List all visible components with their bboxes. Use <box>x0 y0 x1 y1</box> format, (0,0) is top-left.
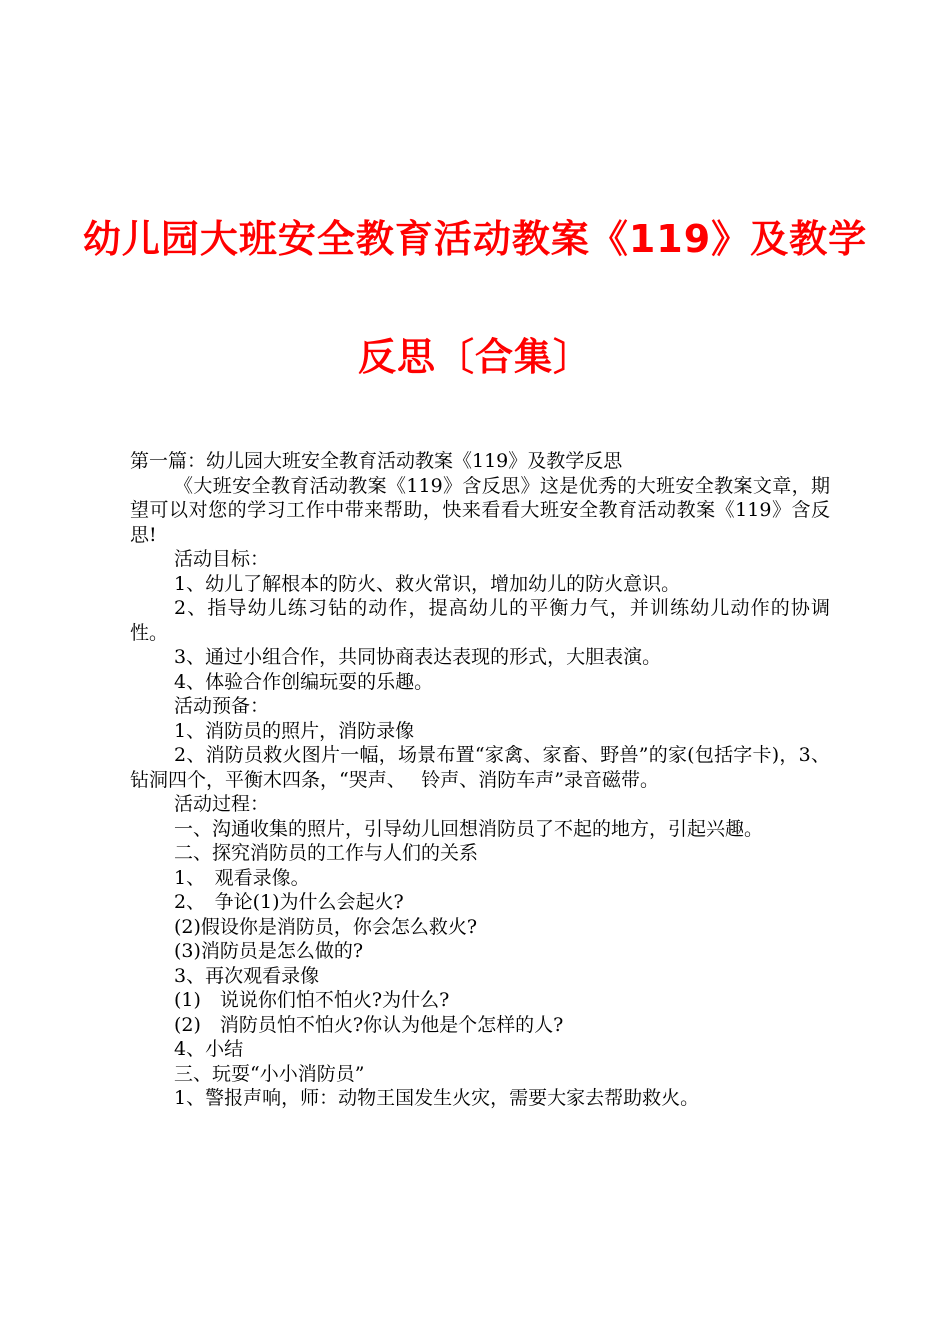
paragraph: 二、探究消防员的工作与人们的关系 <box>174 842 479 864</box>
paragraph: (2)假设你是消防员，你会怎么救火? <box>174 915 478 938</box>
title-line-2: 反思〔合集〕 <box>357 335 592 379</box>
paragraph: 4、体验合作创编玩耍的乐趣。 <box>174 670 434 693</box>
paragraph: (2) 消防员怕不怕火?你认为他是个怎样的人? <box>174 1013 564 1036</box>
paragraph: 4、小结 <box>174 1038 244 1060</box>
paragraph: 一、沟通收集的照片，引导幼儿回想消防员了不起的地方，引起兴趣。 <box>174 817 764 840</box>
section-heading: 活动预备： <box>174 695 270 717</box>
section-heading: 活动目标： <box>174 548 270 570</box>
paragraph: 2、指导幼儿练习钻的动作，提高幼儿的平衡力气，并训练幼儿动作的协调性。 <box>130 597 830 644</box>
paragraph: 3、再次观看录像 <box>174 964 320 987</box>
title-line-1: 幼儿园大班安全教育活动教案《119》及教学 <box>82 217 868 261</box>
paragraph: 1、幼儿了解根本的防火、救火常识，增加幼儿的防火意识。 <box>174 572 681 595</box>
section-heading: 活动过程： <box>174 793 270 815</box>
paragraph: (3)消防员是怎么做的? <box>174 940 364 962</box>
paragraph: 1、 观看录像。 <box>174 866 310 889</box>
document-body <box>130 449 830 1111</box>
paragraph: 1、警报声响，师：动物王国发生火灾，需要大家去帮助救火。 <box>174 1087 700 1109</box>
paragraph: 《大班安全教育活动教案《119》含反思》这是优秀的大班安全教案文章，期望可以对您的学习工作中带来帮助，快来看看大班安全教育活动教案《119》含反思! <box>130 474 830 546</box>
paragraph: 三、玩耍“小小消防员” <box>174 1062 365 1085</box>
paragraph: 1、消防员的照片，消防录像 <box>174 719 415 742</box>
paragraph: (1) 说说你们怕不怕火?为什么? <box>174 989 450 1011</box>
paragraph: 第一篇：幼儿园大班安全教育活动教案《119》及教学反思 <box>130 450 623 472</box>
paragraph: 2、 争论(1)为什么会起火? <box>174 891 404 913</box>
paragraph: 2、消防员救火图片一幅，场景布置“家禽、家畜、野兽”的家(包括字卡)，3、钻洞四个，平衡木四条，“哭声、 铃声、消防车声”录音磁带。 <box>130 744 830 791</box>
paragraph: 3、通过小组合作，共同协商表达表现的形式，大胆表演。 <box>174 646 662 668</box>
